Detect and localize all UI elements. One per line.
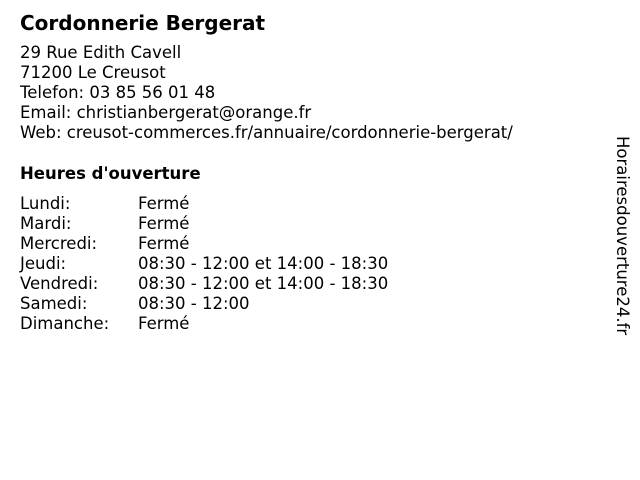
day-hours: Fermé — [138, 214, 190, 233]
day-hours: 08:30 - 12:00 et 14:00 - 18:30 — [138, 254, 389, 273]
opening-hours-heading: Heures d'ouverture — [20, 164, 201, 183]
contact-info — [20, 43, 513, 143]
day-label: Jeudi: — [20, 254, 67, 273]
day-label: Vendredi: — [20, 274, 99, 293]
hours-row-dimanche — [20, 314, 388, 334]
day-hours: 08:30 - 12:00 — [138, 294, 250, 313]
day-label: Samedi: — [20, 294, 88, 313]
day-hours: Fermé — [138, 314, 190, 333]
hours-row-mercredi — [20, 234, 388, 254]
day-hours: Fermé — [138, 234, 190, 253]
hours-row-lundi — [20, 194, 388, 214]
website-url: Web: creusot-commerces.fr/annuaire/cordonnerie-bergerat/ — [20, 123, 513, 142]
day-hours: 08:30 - 12:00 et 14:00 - 18:30 — [138, 274, 389, 293]
day-hours: Fermé — [138, 194, 190, 213]
hours-row-jeudi — [20, 254, 388, 274]
day-label: Lundi: — [20, 194, 71, 213]
phone-number: Telefon: 03 85 56 01 48 — [20, 83, 216, 102]
hours-row-vendredi — [20, 274, 388, 294]
address-street: 29 Rue Edith Cavell — [20, 43, 182, 62]
day-label: Mercredi: — [20, 234, 98, 253]
email-address: Email: christianbergerat@orange.fr — [20, 103, 312, 122]
hours-row-mardi — [20, 214, 388, 234]
hours-row-samedi — [20, 294, 388, 314]
day-label: Dimanche: — [20, 314, 110, 333]
address-city: 71200 Le Creusot — [20, 63, 166, 82]
business-name: Cordonnerie Bergerat — [20, 11, 266, 35]
opening-hours-list — [20, 194, 388, 334]
day-label: Mardi: — [20, 214, 72, 233]
site-watermark: Horairesdouverture24.fr — [613, 136, 632, 336]
